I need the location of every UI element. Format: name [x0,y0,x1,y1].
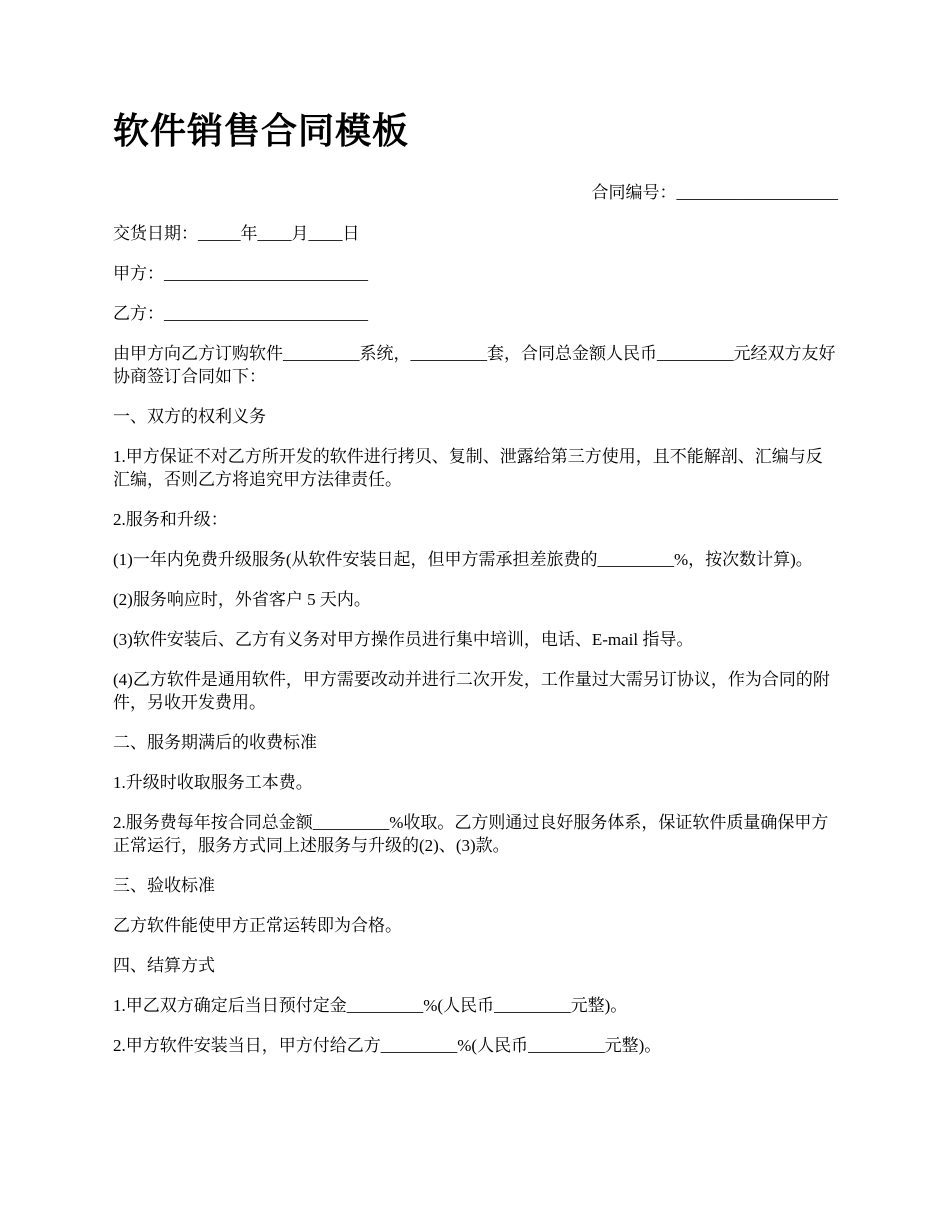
section-heading-acceptance: 三、验收标准 [113,876,215,896]
section-heading-rights: 一、双方的权利义务 [113,407,266,427]
clause-1-copy-protection: 1.甲方保证不对乙方所开发的软件进行拷贝、复制、泄露给第三方使用，且不能解剖、汇编与反汇编，否则乙方将追究甲方法律责任。 [113,447,823,490]
document-title: 软件销售合同模板 [113,111,410,152]
fees-clause-1: 1.升级时收取服务工本费。 [113,773,313,793]
order-intro-paragraph: 由甲方向乙方订购软件_________系统，_________套，合同总金额人民币_________元经双方友好协商签订合同如下： [113,344,836,387]
delivery-date-line: 交货日期：_____年____月____日 [113,224,360,244]
contract-number-line: 合同编号：___________________ [591,183,838,203]
acceptance-paragraph: 乙方软件能使甲方正常运转即为合格。 [113,916,402,936]
settlement-clause-1: 1.甲乙双方确定后当日预付定金_________%(人民币_________元整)。 [113,996,628,1016]
subclause-4-customization: (4)乙方软件是通用软件，甲方需要改动并进行二次开发，工作量过大需另订协议，作为合同的附件，另收开发费用。 [113,670,830,713]
subclause-2-response-time: (2)服务响应时，外省客户 5 天内。 [113,590,371,610]
subclause-3-training: (3)软件安装后、乙方有义务对甲方操作员进行集中培训，电话、E-mail 指导。 [113,630,694,650]
party-a-line: 甲方：________________________ [113,264,368,284]
clause-2-service-upgrade: 2.服务和升级： [113,510,228,530]
fees-clause-2: 2.服务费每年按合同总金额_________%收取。乙方则通过良好服务体系，保证软件质量确保甲方正常运行，服务方式同上述服务与升级的(2)、(3)款。 [113,813,829,856]
section-heading-settlement: 四、结算方式 [113,956,215,976]
settlement-clause-2: 2.甲方软件安装当日，甲方付给乙方_________%(人民币_________元整)。 [113,1036,662,1056]
section-heading-fees: 二、服务期满后的收费标准 [113,733,317,753]
party-b-line: 乙方：________________________ [113,304,368,324]
subclause-1-free-upgrade: (1)一年内免费升级服务(从软件安装日起，但甲方需承担差旅费的_________%，按次数计算)。 [113,550,813,570]
document-page [113,110,838,1057]
